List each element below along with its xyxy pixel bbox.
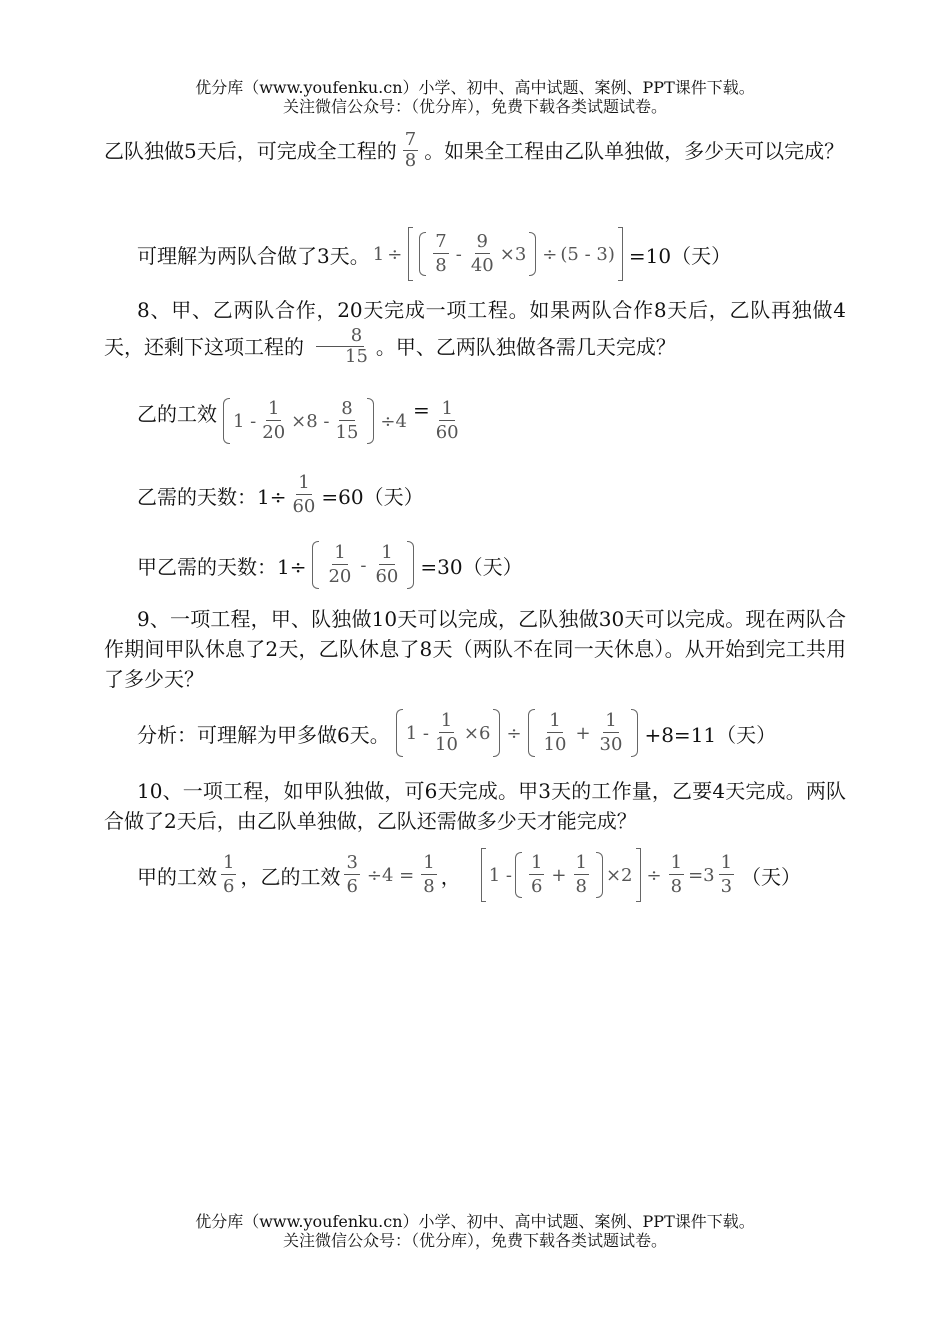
q9-m-one: 1 - xyxy=(405,722,429,744)
q8-s3-label: 甲乙需的天数：1÷ xyxy=(137,554,307,579)
q7-m-one: 1 xyxy=(372,243,385,265)
q10-m-div: ÷ xyxy=(646,864,662,886)
q9-m-div: ÷ xyxy=(506,722,522,744)
q7-fraction xyxy=(403,130,418,171)
q7-result: =10（天） xyxy=(628,243,732,268)
q9-text: 9、一项工程，甲、队独做10天可以完成，乙队独做30天可以完成。现在两队合作期间甲队休息了2天，乙队休息了8天（两队不在同一天休息）。从开始到完工共用了多少天？ xyxy=(104,607,846,691)
q7-m-frac-2: $\frac{9}{40}$ xyxy=(470,231,494,276)
q9-m-plus: + xyxy=(575,722,591,744)
page-header xyxy=(0,78,950,116)
q8-solution-1: 乙的工效 1 - $\frac{1}{20}$ ×8 - $\frac{8}{15}$ ÷4 = $\frac{1}{60}$ xyxy=(137,398,459,443)
q10-m-plus: + xyxy=(551,864,567,886)
q8-s2-result: =60（天） xyxy=(321,484,424,509)
q7-text-a: 乙队独做5天后，可完成全工程的 xyxy=(104,139,397,163)
q10-text: 10、一项工程，如甲队独做，可6天完成。甲3天的工作量，乙要4天完成。两队合做了2天后，由乙队单独做，乙队还需做多少天才能完成？ xyxy=(104,779,846,833)
question-8-text xyxy=(104,292,846,369)
footer-line-2: 关注微信公众号：（优分库），免费下载各类试题试卷。 xyxy=(282,1231,667,1250)
q8-text-b: 。甲、乙两队独做各需几天完成？ xyxy=(375,335,676,359)
q8-text-a: 8、甲、乙两队合作，20天完成一项工程。如果两队合作8天后，乙队再独做4天，还剩下这项工程的 xyxy=(104,298,846,359)
q7-m-times: ×3 xyxy=(499,243,527,265)
q7-solution xyxy=(137,226,731,282)
q8-frac-numerator: 8 xyxy=(316,326,364,347)
q9-solution-label: 分析：可理解为甲多做6天。 xyxy=(137,722,390,747)
q8-s3-result: =30（天） xyxy=(420,554,523,579)
header-line-1: 优分库（www.youfenku.cn）小学、初中、高中试题、案例、PPT课件下载。 xyxy=(195,78,755,97)
q10-label-1: 甲的工效 xyxy=(137,864,217,889)
q7-solution-label: 可理解为两队合做了3天。 xyxy=(137,243,370,268)
q7-m-div-2: ÷ xyxy=(542,243,558,265)
q10-div4: ÷4 = xyxy=(366,864,415,886)
q8-s1-div: ÷4 xyxy=(380,410,407,432)
q9-solution: 分析：可理解为甲多做6天。 1 - $\frac{1}{10}$ ×6 ÷ $\frac{1}{10}$ + $\frac{1}{30}$ +8=11（天） xyxy=(137,710,777,755)
q8-s2-label: 乙需的天数：1÷ xyxy=(137,484,287,509)
q8-s1-formula: 1 - $\frac{1}{20}$ ×8 - $\frac{8}{15}$ ÷4 xyxy=(220,398,410,444)
q9-result: +8=11（天） xyxy=(644,722,777,747)
q7-frac-numerator: 7 xyxy=(404,129,417,150)
q8-s1-times: ×8 - xyxy=(291,410,330,432)
page-footer xyxy=(0,1212,950,1250)
q7-m-paren: (5 - 3) xyxy=(560,243,615,265)
question-10-text xyxy=(104,776,846,836)
q10-solution: 甲的工效 $\frac{1}{6}$ ，乙的工效 $\frac{3}{6}$ ÷4 = $\frac{1}{8}$ ， 1 - $\frac{1}{6}$ + $\frac{1}{8}$ ×2 ÷ $\frac{1}{8}$ =3 $\frac{1}{3}$ （天） xyxy=(137,848,801,902)
q8-solution-2: 乙需的天数：1÷ $\frac{1}{60}$ =60（天） xyxy=(137,472,424,517)
q10-m-times: ×2 xyxy=(605,864,633,886)
q7-text-b: 。如果全工程由乙队单独做，多少天可以完成？ xyxy=(424,139,845,163)
q7-m-frac-1: $\frac{7}{8}$ xyxy=(435,231,447,276)
q10-m-one: 1 - xyxy=(488,864,512,886)
q8-s1-label: 乙的工效 xyxy=(137,402,217,426)
q7-m-div: ÷ xyxy=(387,243,403,265)
q10-label-2: ，乙的工效 xyxy=(240,864,341,889)
q8-fraction xyxy=(310,326,370,367)
q8-solution-3: 甲乙需的天数：1÷ $\frac{1}{20}$ - $\frac{1}{60}$ =30（天） xyxy=(137,542,523,587)
q8-frac-denominator: 15 xyxy=(345,346,368,367)
q10-m-eq: =3 xyxy=(688,864,715,886)
q7-frac-denominator: 8 xyxy=(404,150,417,171)
header-line-2: 关注微信公众号：（优分库），免费下载各类试题试卷。 xyxy=(282,97,667,116)
q8-s1-eq: = xyxy=(412,398,430,422)
q10-comma: ， xyxy=(440,864,461,889)
q8-s3-minus: - xyxy=(360,554,367,576)
question-7-text xyxy=(104,129,846,173)
q7-formula xyxy=(373,227,626,281)
footer-line-1: 优分库（www.youfenku.cn）小学、初中、高中试题、案例、PPT课件下载。 xyxy=(195,1212,755,1231)
q10-result: （天） xyxy=(741,864,802,889)
q8-s1-one: 1 - xyxy=(233,410,257,432)
q9-m-times: ×6 xyxy=(463,722,491,744)
q7-m-minus: - xyxy=(455,243,462,265)
question-9-text xyxy=(104,604,846,694)
